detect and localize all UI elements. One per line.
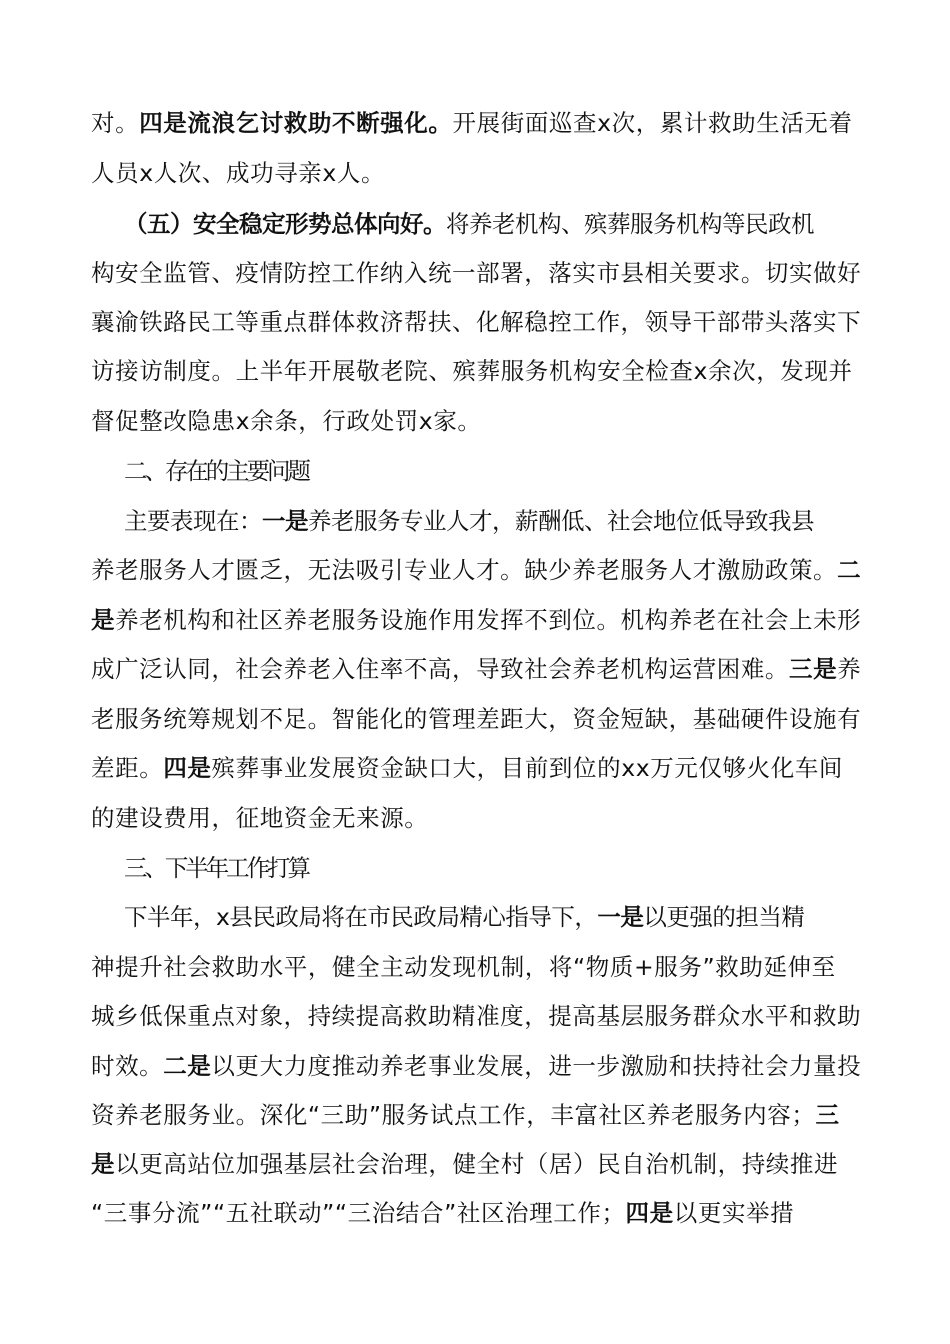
text-line <box>91 652 861 686</box>
text-line <box>91 603 861 637</box>
text-line <box>124 504 894 538</box>
text-segment: 开展街面巡查x次，累计救助生活无着 <box>452 109 853 137</box>
bold-text-segment: 二 <box>837 556 862 584</box>
text-line <box>124 900 894 934</box>
bold-text-segment: 一是 <box>597 903 644 931</box>
text-segment: 养老服务专业人才，薪酬低、社会地位低导致我县 <box>308 507 814 535</box>
text-segment: 三、下半年工作打算 <box>124 854 308 882</box>
text-segment: 养老服务人才匮乏，无法吸引专业人才。缺少养老服务人才激励政策。 <box>91 556 838 584</box>
bold-text-segment: 三 <box>815 1101 840 1129</box>
text-line <box>91 999 861 1033</box>
bold-text-segment: 是 <box>91 606 116 634</box>
text-line <box>91 1098 861 1132</box>
text-segment: 下半年，x县民政局将在市民政局精心指导下， <box>124 903 598 931</box>
text-segment: 养 <box>837 655 862 683</box>
text-line <box>91 354 861 388</box>
text-line <box>91 1049 861 1083</box>
text-line <box>91 702 861 736</box>
text-segment: 以更高站位加强基层社会治理，健全村（居）民自治机制，持续推进 <box>115 1150 839 1178</box>
text-segment: 神提升社会救助水平，健全主动发现机制，将“物质+服务”救助延伸至 <box>91 953 836 981</box>
bold-text-segment: 三是 <box>789 655 838 683</box>
text-line <box>91 801 861 835</box>
text-segment: 时效。 <box>91 1052 164 1080</box>
text-segment: 二、存在的主要问题 <box>124 457 308 485</box>
bold-text-segment: 四是流浪乞讨救助不断强化。 <box>139 109 453 137</box>
text-line <box>91 1196 861 1230</box>
text-line <box>124 454 894 488</box>
text-line <box>124 207 894 241</box>
text-segment: 访接访制度。上半年开展敬老院、殡葬服务机构安全检查x余次，发现并 <box>91 357 853 385</box>
bold-text-segment: 是 <box>91 1150 116 1178</box>
text-line <box>91 1147 861 1181</box>
bold-text-segment: 四是 <box>163 754 212 782</box>
text-segment: 主要表现在： <box>124 507 262 535</box>
text-segment: 构安全监管、疫情防控工作纳入统一部署，落实市县相关要求。切实做好 <box>91 259 862 287</box>
text-segment: 以更强的担当精 <box>643 903 805 931</box>
text-segment: 对。 <box>91 109 140 137</box>
text-line <box>91 106 861 140</box>
text-line <box>91 404 861 438</box>
text-line <box>91 256 861 290</box>
text-line <box>91 553 861 587</box>
text-segment: 老服务统筹规划不足。智能化的管理差距大，资金短缺，基础硬件设施有 <box>91 705 862 733</box>
bold-text-segment: 四是 <box>625 1199 674 1227</box>
bold-text-segment: 一是 <box>262 507 308 535</box>
text-segment: 城乡低保重点对象，持续提高救助精准度，提高基层服务群众水平和救助 <box>91 1002 862 1030</box>
text-segment: 以更大力度推动养老事业发展，进一步激励和扶持社会力量投 <box>211 1052 862 1080</box>
text-segment: 差距。 <box>91 754 164 782</box>
text-line <box>91 950 861 984</box>
text-line <box>124 851 894 885</box>
text-segment: 养老机构和社区养老服务设施作用发挥不到位。机构养老在社会上未形 <box>115 606 862 634</box>
text-segment: 资养老服务业。深化“三助”服务试点工作，丰富社区养老服务内容； <box>91 1101 816 1129</box>
text-segment: 的建设费用，征地资金无来源。 <box>91 804 429 832</box>
bold-text-segment: 二是 <box>163 1052 212 1080</box>
text-segment: 殡葬事业发展资金缺口大，目前到位的xx万元仅够火化车间 <box>211 754 844 782</box>
text-segment: 成广泛认同，社会养老入住率不高，导致社会养老机构运营困难。 <box>91 655 789 683</box>
text-segment: 人员x人次、成功寻亲x人。 <box>91 159 386 187</box>
text-line <box>91 156 861 190</box>
text-segment: 襄渝铁路民工等重点群体救济帮扶、化解稳控工作，领导干部带头落实下 <box>91 308 862 336</box>
text-segment: “三事分流”“五社联动”“三治结合”社区治理工作； <box>91 1199 626 1227</box>
text-segment: 将养老机构、殡葬服务机构等民政机 <box>446 210 814 238</box>
text-segment: 以更实举措 <box>673 1199 795 1227</box>
text-line <box>91 751 861 785</box>
text-line <box>91 305 861 339</box>
text-segment: 督促整改隐患x余条，行政处罚x家。 <box>91 407 482 435</box>
bold-text-segment: （五）安全稳定形势总体向好。 <box>124 210 446 238</box>
